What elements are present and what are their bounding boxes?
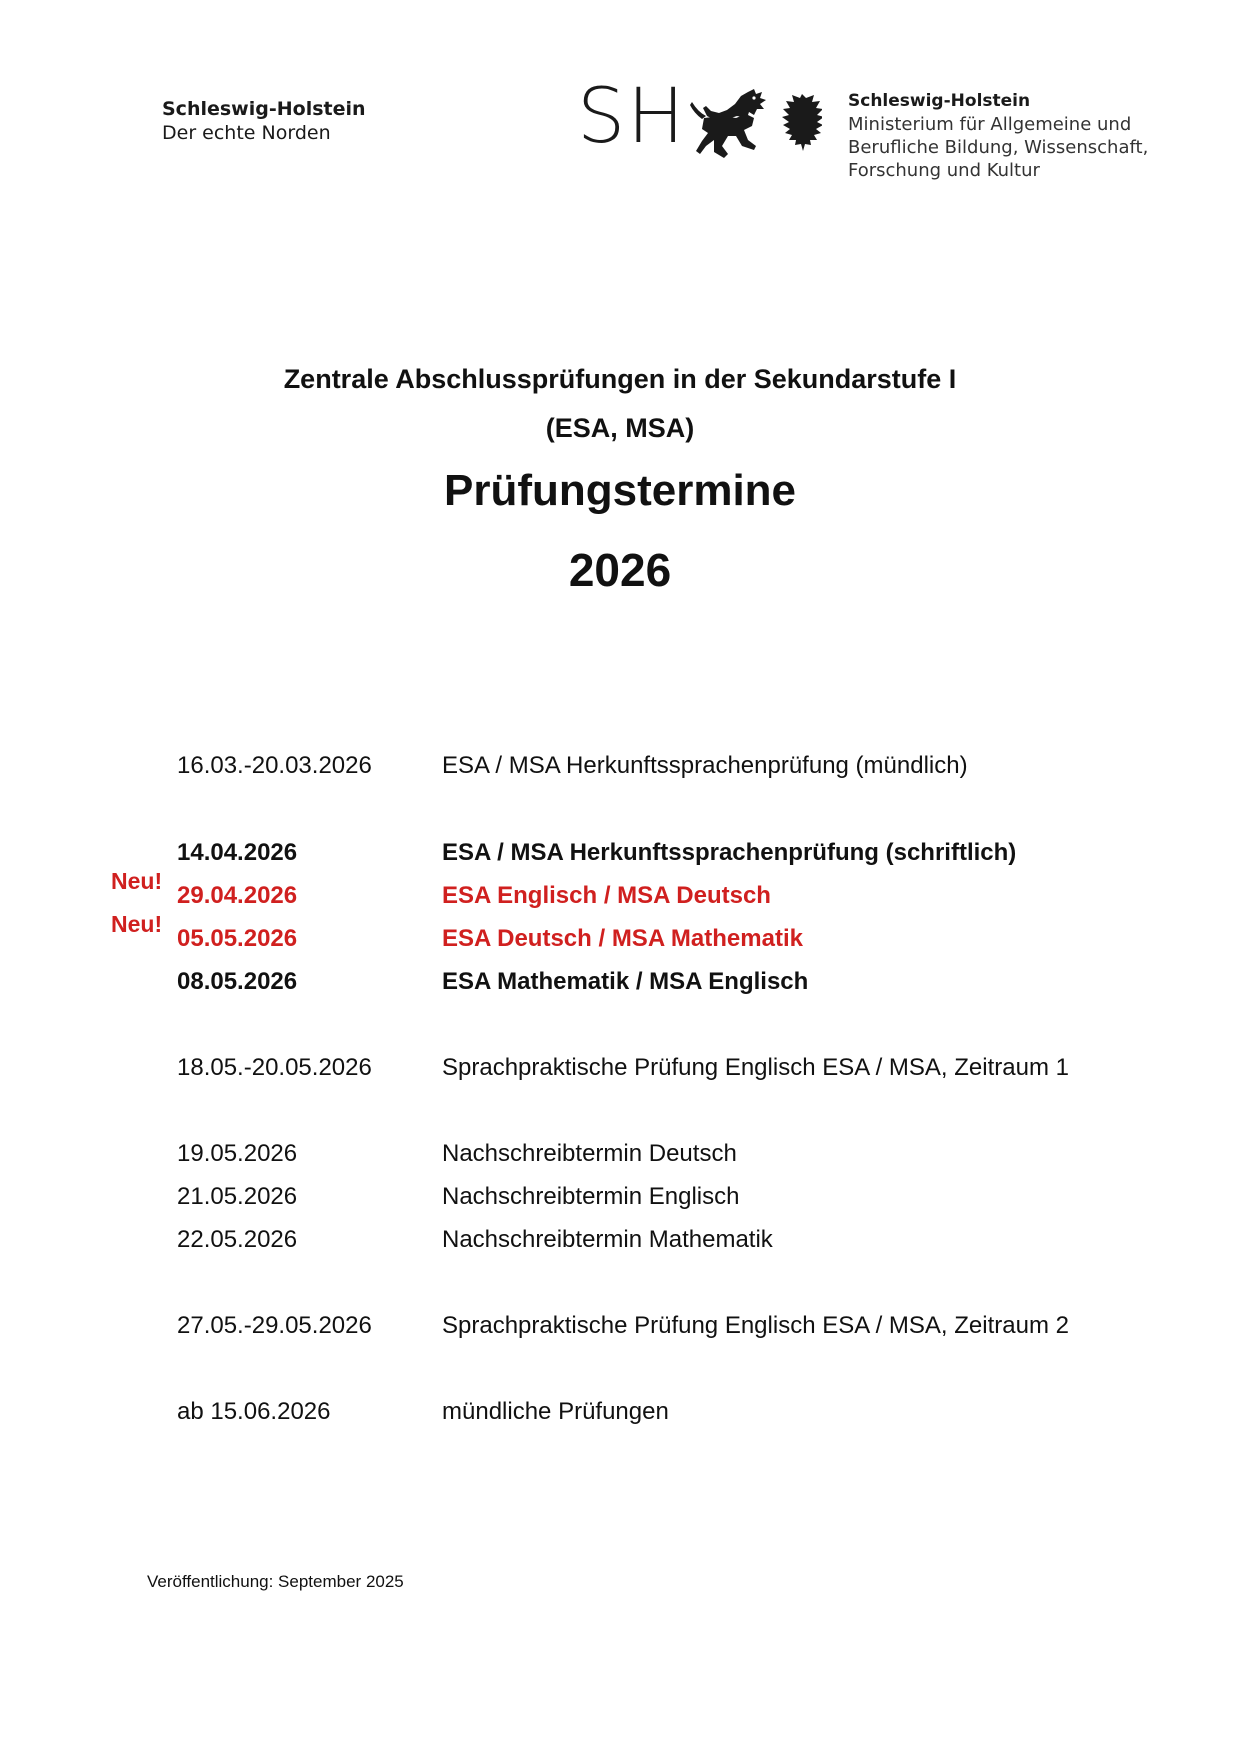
document-subtitle: (ESA, MSA) (545, 413, 695, 443)
page-heading: Prüfungstermine (443, 466, 797, 515)
schedule-event: Sprachpraktische Prüfung Englisch ESA / MSA, Zeitraum 2 (442, 1312, 1069, 1339)
schedule-event: ESA Englisch / MSA Deutsch (442, 882, 771, 909)
schedule-row (0, 1398, 1240, 1432)
schedule-row (0, 1140, 1240, 1174)
schedule-date: 27.05.-29.05.2026 (177, 1312, 372, 1339)
ministry-name-line-2: Berufliche Bildung, Wissenschaft, (848, 137, 1149, 158)
state-name: Schleswig-Holstein (162, 98, 366, 120)
schedule-event: Nachschreibtermin Englisch (442, 1183, 740, 1210)
schedule-date: 19.05.2026 (177, 1140, 298, 1167)
schedule-date: 29.04.2026 (177, 882, 298, 909)
schedule-row (0, 1312, 1240, 1346)
ministry-state-name: Schleswig-Holstein (848, 91, 1031, 111)
schedule-row (0, 1183, 1240, 1217)
schedule-row (0, 1054, 1240, 1088)
schedule-date: 21.05.2026 (177, 1183, 298, 1210)
page-year: 2026 (568, 544, 672, 596)
schedule-event: ESA / MSA Herkunftssprachenprüfung (schriftlich) (442, 839, 1017, 866)
ministry-name-line-3: Forschung und Kultur (848, 160, 1040, 181)
document-title: Zentrale Abschlussprüfungen in der Sekundarstufe I (283, 364, 957, 394)
schedule-event: ESA Deutsch / MSA Mathematik (442, 925, 803, 952)
new-badge: Neu! (111, 911, 163, 937)
schedule-row (0, 839, 1240, 873)
schedule-event: Nachschreibtermin Mathematik (442, 1226, 773, 1253)
ministry-name-line-1: Ministerium für Allgemeine und (848, 114, 1132, 135)
schedule-date: 22.05.2026 (177, 1226, 298, 1253)
schedule-date: 18.05.-20.05.2026 (177, 1054, 372, 1081)
publication-date: Veröffentlichung: September 2025 (147, 1572, 404, 1591)
schedule-event: ESA / MSA Herkunftssprachenprüfung (mündlich) (442, 752, 968, 779)
schedule-event: ESA Mathematik / MSA Englisch (442, 968, 809, 995)
sh-logo-text: SH (577, 71, 687, 160)
state-slogan: Der echte Norden (162, 122, 331, 144)
schedule-row (0, 752, 1240, 786)
schedule-event: Sprachpraktische Prüfung Englisch ESA / MSA, Zeitraum 1 (442, 1054, 1069, 1081)
nettle-leaf-icon (782, 92, 822, 156)
new-badge: Neu! (111, 868, 163, 894)
schedule-date: 05.05.2026 (177, 925, 298, 952)
schedule-row (0, 882, 1240, 916)
schedule-date: 16.03.-20.03.2026 (177, 752, 372, 779)
schedule-date: ab 15.06.2026 (177, 1398, 331, 1425)
schedule-event: mündliche Prüfungen (442, 1398, 669, 1425)
schedule-row (0, 1226, 1240, 1260)
schedule-row (0, 925, 1240, 959)
schedule-date: 08.05.2026 (177, 968, 298, 995)
schedule-date: 14.04.2026 (177, 839, 298, 866)
lion-coat-of-arms-icon (690, 88, 772, 160)
schedule-row (0, 968, 1240, 1002)
schedule-event: Nachschreibtermin Deutsch (442, 1140, 737, 1167)
